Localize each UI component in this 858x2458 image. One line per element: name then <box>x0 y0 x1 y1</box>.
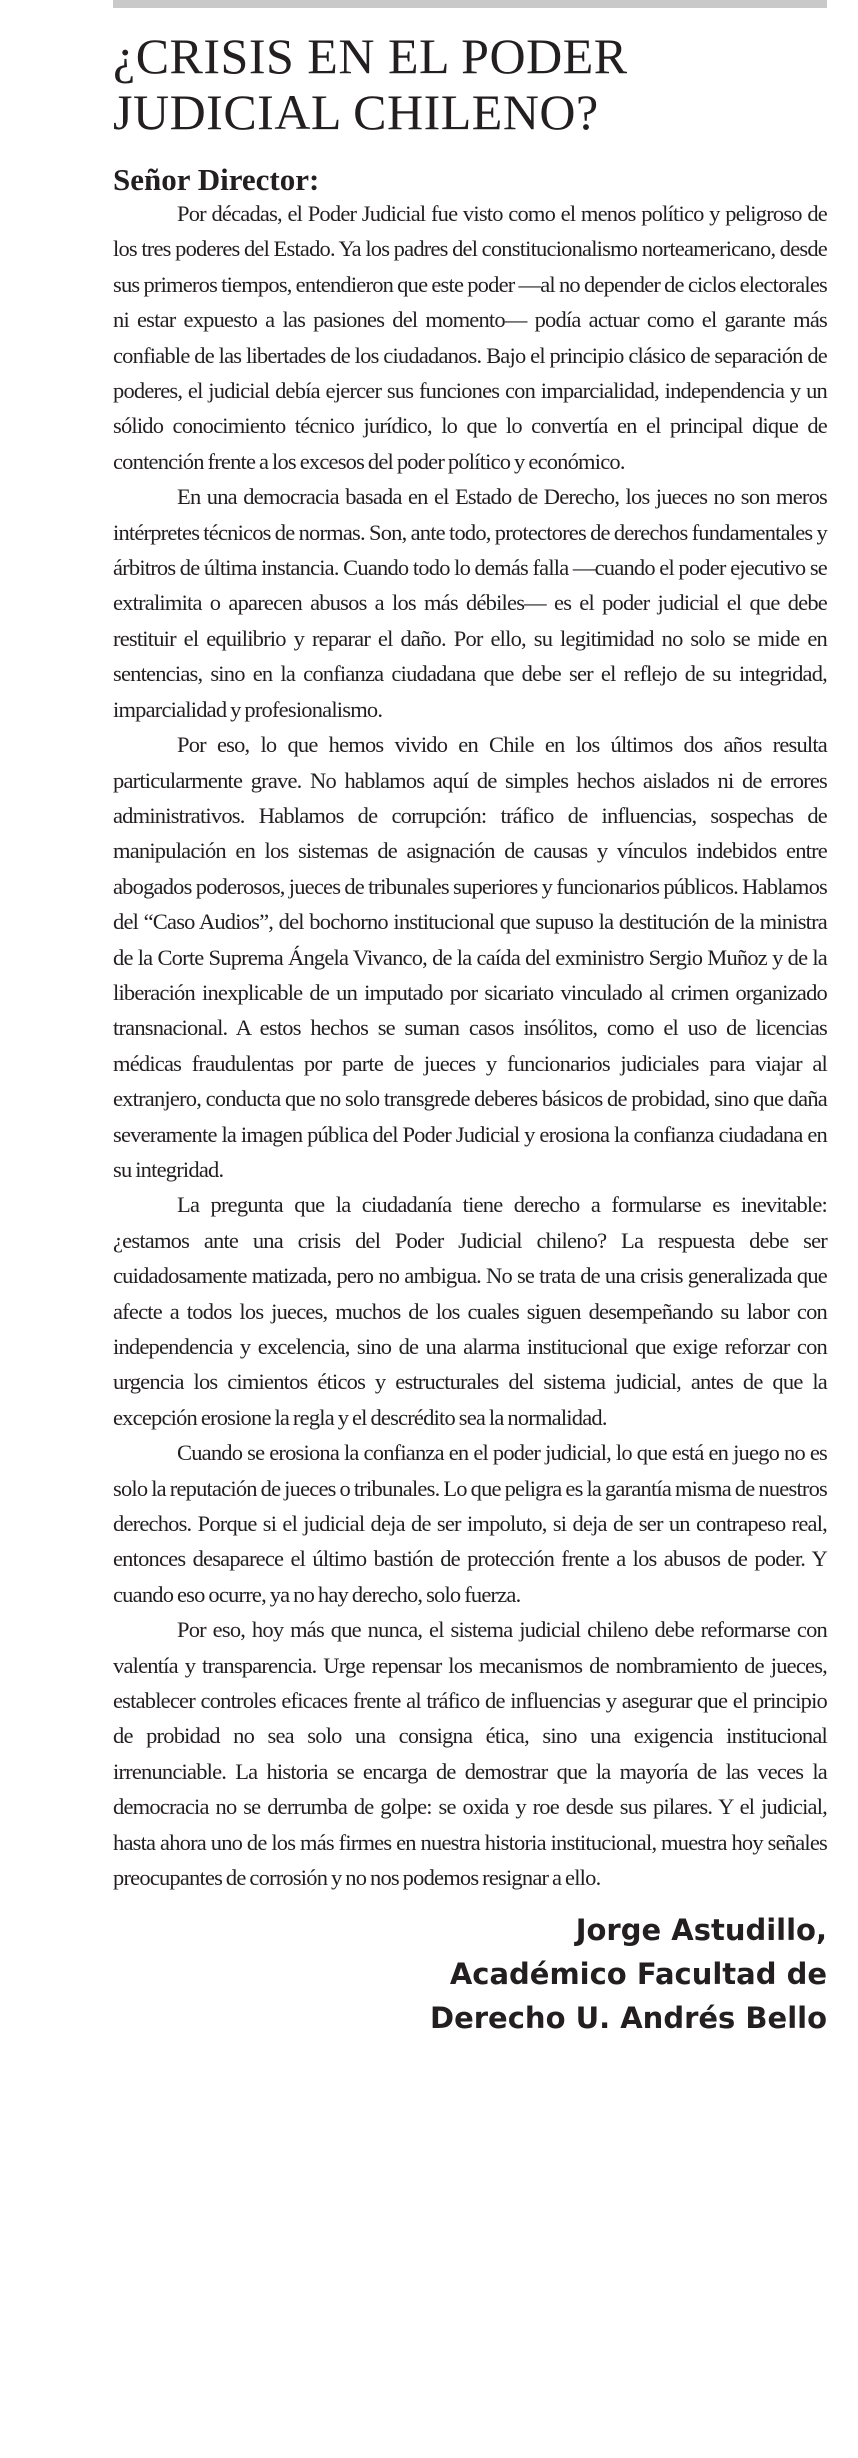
body-paragraph-2: En una democracia basada en el Estado de Derecho, los jueces no son meros intérpretes técnicos de normas. Son, ante todo, protectores de derechos fundamentales y árbitros de última instancia. Cuando todo lo demás falla —cuando el poder ejecutivo se extralimita o aparecen abusos a los más débiles— es el poder judicial el que debe restituir el equilibrio y reparar el daño. Por ello, su legitimidad no solo se mide en sentencias, sino en la confianza ciudadana que debe ser el reflejo de su integridad, imparcialidad y profesionalismo. <box>113 484 827 722</box>
top-divider-bar <box>113 0 827 8</box>
author-affiliation-line-2: Derecho U. Andrés Bello <box>430 2000 827 2035</box>
body-paragraph-5: Cuando se erosiona la confianza en el poder judicial, lo que está en juego no es solo la reputación de jueces o tribunales. Lo que peligra es la garantía misma de nuestros derechos. Porque si el judicial deja de ser impoluto, si deja de ser un contrapeso real, entonces desaparece el último bastión de protección frente a los abusos de poder. Y cuando eso ocurre, ya no hay derecho, solo fuerza. <box>113 1440 827 1607</box>
author-affiliation-line-1: Académico Facultad de <box>449 1956 827 1991</box>
author-signature <box>113 1908 827 2040</box>
body-paragraph-4: La pregunta que la ciudadanía tiene derecho a formularse es inevitable: ¿estamos ante una crisis del Poder Judicial chileno? La respuesta debe ser cuidadosamente matizada, pero no ambigua. No se trata de una crisis generalizada que afecte a todos los jueces, muchos de los cuales siguen desempeñando su labor con independencia y excelencia, sino de una alarma institucional que exige reforzar con urgencia los cimientos éticos y estructurales del sistema judicial, antes de que la excepción erosione la regla y el descrédito sea la normalidad. <box>113 1192 827 1430</box>
author-name: Jorge Astudillo, <box>575 1912 827 1947</box>
letter-body <box>113 196 827 1896</box>
body-paragraph-6: Por eso, hoy más que nunca, el sistema judicial chileno debe reformarse con valentía y transparencia. Urge repensar los mecanismos de nombramiento de jueces, establecer controles eficaces frente al tráfico de influencias y asegurar que el principio de probidad no sea solo una consigna ética, sino una exigencia institucional irrenunciable. La historia se encarga de demostrar que la mayoría de las veces la democracia no se derrumba de golpe: se oxida y roe desde sus pilares. Y el judicial, hasta ahora uno de los más firmes en nuestra historia institucional, muestra hoy señales preocupantes de corrosión y no nos podemos resignar a ello. <box>113 1617 827 1891</box>
body-paragraph-1: Por décadas, el Poder Judicial fue visto como el menos político y peligroso de los tres poderes del Estado. Ya los padres del constitucionalismo norteamericano, desde sus primeros tiempos, entendieron que este poder —al no depender de ciclos electorales ni estar expuesto a las pasiones del momento— podía actuar como el garante más confiable de las libertades de los ciudadanos. Bajo el principio clásico de separación de poderes, el judicial debía ejercer sus funciones con imparcialidad, independencia y un sólido conocimiento técnico jurídico, lo que lo convertía en el principal dique de contención frente a los excesos del poder político y económico. <box>113 201 827 474</box>
letter-to-editor <box>113 28 827 2040</box>
page-title <box>113 28 827 140</box>
salutation: Señor Director: <box>113 162 320 197</box>
headline-line-2: JUDICIAL CHILENO? <box>113 84 599 140</box>
body-paragraph-3: Por eso, lo que hemos vivido en Chile en los últimos dos años resulta particularmente grave. No hablamos aquí de simples hechos aislados ni de errores administrativos. Hablamos de corrupción: tráfico de influencias, sospechas de manipulación en los sistemas de asignación de causas y vínculos indebidos entre abogados poderosos, jueces de tribunales superiores y funcionarios públicos. Hablamos del “Caso Audios”, del bochorno institucional que supuso la destitución de la ministra de la Corte Suprema Ángela Vivanco, de la caída del exministro Sergio Muñoz y de la liberación inexplicable de un imputado por sicariato vinculado al crimen organizado transnacional. A estos hechos se suman casos insólitos, como el uso de licencias médicas fraudulentas por parte de jueces y funcionarios judiciales para viajar al extranjero, conducta que no solo transgrede deberes básicos de probidad, sino que daña severamente la imagen pública del Poder Judicial y erosiona la confianza ciudadana en su integridad. <box>113 732 827 1182</box>
headline-line-1: ¿CRISIS EN EL PODER <box>113 28 628 84</box>
